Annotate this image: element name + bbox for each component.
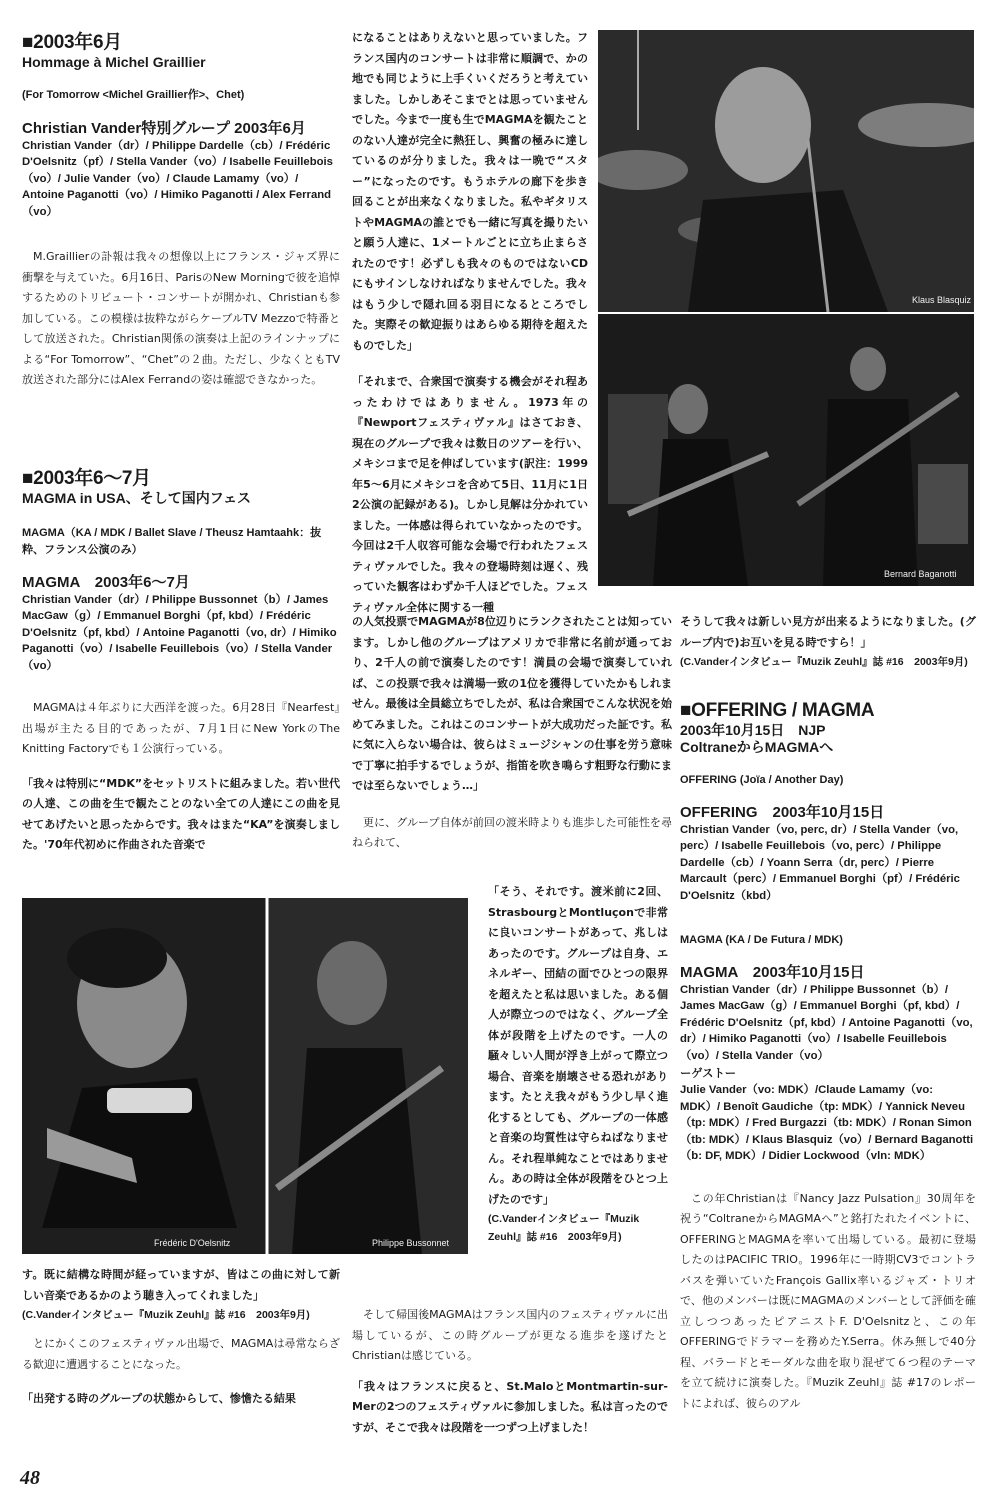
photo-caption: Klaus Blasquiz <box>912 295 972 305</box>
guest-list: Julie Vander（vo: MDK）/Claude Lamamy（vo: MDK）/ Benoît Gaudiche（tp: MDK）/ Yannick Neveu（tp: MDK）/ Fred Burgazzi（tb: MDK）/ Ronan Simon（tb: MDK）/ Klaus Blasquiz（vo）/ Bernard Baganotti（b: DF, MDK）/ Didier Lockwood（vln: MDK） <box>680 1084 974 1163</box>
guest-label: ーゲストー <box>680 1068 737 1081</box>
group-title: Christian Vander特別グループ 2003年6月 <box>22 120 306 137</box>
quote-continued: になることはありえないと思っていました。フランス国内のコンサートは非常に順調で、かの地でも同じように上手くいくだろうと考えていました。しかしあそこまでとは思っていませんでした。今まで一度も生でMAGMAを観たことのない人達が完全に熱狂し、興奮の極みに達しているのが分りました。我々は一晩で“スター”になったのです。もうホテルの廊下を歩き回ることが出来なくなりました。私やギタリストやMAGMAの誰とでも一緒に写真を撮りたいと願う人達に、1メートルごとに立ち止まらされたのです！必ずしも我々のものではないCDにもサインしなければなりませんでした。我々はもう少しで隠れ回る羽目になるところでした。実際その歓迎振りはあらゆる期待を超えたものでした」 <box>352 31 588 352</box>
quote-start: 「出発する時のグループの状態からして、惨憺たる結果 <box>22 1392 296 1405</box>
section-subtitle: MAGMA in USA、そして国内フェス <box>22 490 251 506</box>
quote-mdk-end: す。既に結構な時間が経っていますが、皆はこの曲に対して新しい音楽であるかのよう聴き入ってくれました」 <box>22 1268 340 1302</box>
photo-image <box>598 314 974 586</box>
section-2003-june-july <box>22 468 340 856</box>
body-text: M.Graillierの訃報は我々の想像以上にフランス・ジャズ界に衝撃を与えていた。6月16日、ParisのNew Morningで彼を追悼するためのトリビュート・コンサートが開かれ、Christianも参加している。この模様は抜粋ながらケーブルTV Mezzoで特番として放送された。Christian関係の演奏は上記のラインナップによる“For Tomorrow”、“Chet”の２曲。ただし、少なくともTV放送された部分にはAlex Ferrandの姿は確認できなかった。 <box>22 250 340 387</box>
col2-narrow <box>488 882 668 1246</box>
photo-caption: Frédéric D'Oelsnitz <box>154 1238 231 1248</box>
section-title: ■2003年6月 <box>22 32 122 53</box>
member-list: Christian Vander（vo, perc, dr）/ Stella Vander（vo, perc）/ Isabelle Feuillebois（vo, perc）/ Philippe Dardelle（cb）/ Yoann Serra（dr, perc）/ Pierre Marcault（perc）/ Emmanuel Borghi（pf）/ Frédéric D'Oelsnitz（kbd） <box>680 824 960 902</box>
section-date: 2003年10月15日 NJP <box>680 722 826 738</box>
photo-caption: Philippe Bussonnet <box>372 1238 450 1248</box>
member-list: Christian Vander（dr）/ Philippe Bussonnet（b）/ James MacGaw（g）/ Emmanuel Borghi（pf, kbd）/ Frédéric D'Oelsnitz（pf, kbd）/ Antoine Paganotti（vo, dr）/ Himiko Paganotti（vo）/ Isabelle Feuillebois（vo）/ Stella Vander（vo） <box>22 594 337 672</box>
citation: (C.Vanderインタビュー『Muzik Zeuhl』誌 #16 2003年9月) <box>680 656 968 668</box>
group-title: OFFERING 2003年10月15日 <box>680 804 885 821</box>
col1-bottom <box>22 1265 340 1410</box>
section-2003-june <box>22 32 340 391</box>
group-title: MAGMA 2003年10月15日 <box>680 964 865 982</box>
photo-image <box>598 30 974 312</box>
col2-bottom <box>352 1305 668 1438</box>
program-list: (For Tomorrow <Michel Graillier作>、Chet) <box>22 89 245 101</box>
col2-wide <box>352 612 672 854</box>
program-list: MAGMA（KA / MDK / Ballet Slave / Theusz Hamtaahk：抜粋、フランス公演のみ） <box>22 527 322 556</box>
col3-quote-end <box>680 612 976 671</box>
col2-upper <box>352 28 588 618</box>
photo-caption: Bernard Baganotti <box>884 569 957 579</box>
body-text: そして帰国後MAGMAはフランス国内のフェスティヴァルに出場しているが、この時グループが更なる進歩を遂げたとChristianは感じている。 <box>352 1308 668 1362</box>
group-title: MAGMA 2003年6〜7月 <box>22 574 190 591</box>
body-text: この年Christianは『Nancy Jazz Pulsation』30周年を祝う“ColtraneからMAGMAへ”と銘打たれたイベントに、OFFERINGとMAGMAを率いて出場している。最初に登場したのはPACIFIC TRIO。1996年に一時期CV3でコントラバスを弾いていたFrançois Gallix率いるジャズ・トリオで、他のメンバーは既にMAGMAのメンバーとして評価を確立しつつあったピアニストF. D'Oelsnitzと、この年OFFERINGでドラマーを務めたY.Serra。休み無しで40分程、バラードとモーダルな曲を取り混ぜて６つ程のテーマを立て続けに演奏した。『Muzik Zeuhl』誌 #17のレポートによれば、彼らのアル <box>680 1191 976 1410</box>
body-text: とにかくこのフェスティヴァル出場で、MAGMAは尋常ならざる歓迎に遭遇することになった。 <box>22 1337 340 1371</box>
body-text: MAGMAは４年ぶりに大西洋を渡った。6月28日『Nearfest』出場が主たる目的であったが、7月1日にNew YorkのThe Knitting Factoryでも１公演行っている。 <box>22 701 340 756</box>
member-list: Christian Vander（dr）/ Philippe Dardelle（cb）/ Frédéric D'Oelsnitz（pf）/ Stella Vander（vo）/ Isabelle Feuillebois（vo）/ Julie Vander（vo）/ Claude Lamamy（vo）/ Antoine Paganotti（vo）/ Himiko Paganotti / Alex Ferrand（vo） <box>22 140 333 218</box>
quote-mdk: 「我々は特別に“MDK”をセットリストに組みました。若い世代の人達、この曲を生で観たことのない全ての人達にこの曲を見せてあげたいと思ったからです。我々はまた“KA”を演奏しました。'70年代初めに作曲された音楽で <box>22 776 340 852</box>
section-subtitle: Hommage à Michel Graillier <box>22 54 206 70</box>
photo-image <box>22 898 468 1254</box>
quote-usa: 「それまで、合衆国で演奏する機会がそれ程あったわけではありません。1973年の『Newportフェスティヴァル』はさておき、現在のグループで我々は数日のツアーを行い、メキシコまで足を伸ばしています(訳注：1999年5〜6月にメキシコを含めて5日、11月に1日2公演の記録がある)。しかし見解は分かれていました。一体感は得られていなかったのです。今回は2千人収容可能な会場で行われたフェスティヴァルでした。我々の登場時刻は遅く、残っていた観客はわずか千人ほどでした。フェスティヴァル全体に関する一種 <box>352 375 588 614</box>
citation: (C.Vanderインタビュー『Muzik Zeuhl』誌 #16 2003年9月) <box>488 1213 640 1243</box>
photo-bernard-baganotti <box>598 314 974 586</box>
photo-oelsnitz-bussonnet <box>22 898 468 1254</box>
program-list: MAGMA (KA / De Futura / MDK) <box>680 934 843 947</box>
page-number: 48 <box>20 1467 40 1489</box>
section-title: ■OFFERING / MAGMA <box>680 700 875 721</box>
program-list: OFFERING (Joïa / Another Day) <box>680 774 844 786</box>
section-subtitle: ColtraneからMAGMAへ <box>680 739 834 755</box>
photo-klaus-blasquiz <box>598 30 974 312</box>
citation: (C.Vanderインタビュー『Muzik Zeuhl』誌 #16 2003年9月) <box>22 1309 310 1321</box>
quote-progress: 「そう、それです。渡米前に2回、StrasbourgとMontluçonで非常に良いコンサートがあって、兆しはあったのです。グループは自身、エネルギー、団結の面でひとつの限界を超えたと私は思いました。ある個人が際立つのではなく、グループ全体が段階を上げたのです。一人の騒々しい人間が浮き上がって際立つ場合、音楽を崩壊させる恐れがあります。たとえ我々がもう少し早く進化するとしても、グループの一体感と音楽の均質性は守らねばなりません。それ程単純なことではありません。あの時は全体が段階をひとつ上げたのです」 <box>488 885 668 1206</box>
member-list: Christian Vander（dr）/ Philippe Bussonnet（b）/ James MacGaw（g）/ Emmanuel Borghi（pf, kbd）/ Frédéric D'Oelsnitz（pf, kbd）/ Antoine Paganotti（vo, dr）/ Himiko Paganotti（vo）/ Isabelle Feuillebois（vo）/ Stella Vander（vo） <box>680 984 973 1062</box>
quote-end: そうして我々は新しい見方が出来るようになりました。(グループ内で)お互いを見る時ですら！」 <box>680 615 976 649</box>
body-text: 更に、グループ自体が前回の渡米時よりも進歩した可能性を尋ねられて、 <box>352 815 672 849</box>
section-title: ■2003年6〜7月 <box>22 468 151 489</box>
quote-usa-cont: の人気投票でMAGMAが8位辺りにランクされたことは知っています。しかし他のグループはアメリカで非常に名前が通っており、2千人の前で演奏したのです！満員の会場で演奏していれば、この投票で我々は満場一致の1位を獲得していたかもしれません。最後は全員総立ちでしたが、私は合衆国でこんな状況を始めてみました。これはこのコンサートが大成功だった証です。私に気に入らない場合は、彼らはミュージシャンの仕事を労う意味で丁寧に拍手するでしょうが、指笛を吹き鳴らす粗野な行動にまでは至らないでしょう…」 <box>352 615 672 792</box>
section-offering-magma <box>680 700 976 1414</box>
quote-festivals: 「我々はフランスに戻ると、St.MaloとMontmartin-sur-Merの2つのフェスティヴァルに参加しました。私は言ったのですが、そこで我々は段階を一つずつ上げました！ <box>352 1379 668 1434</box>
